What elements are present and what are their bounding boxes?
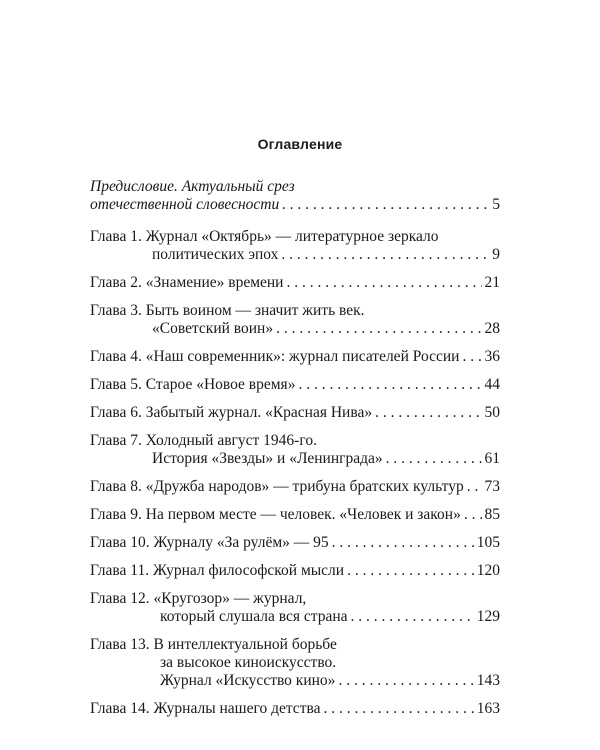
entry-text: Журнал «Октябрь» — литературное зеркало [145,228,439,245]
table-of-contents [90,178,500,728]
toc-entry-chapter-8 [90,478,500,496]
entry-text: который слушала вся страна [160,608,348,625]
chapter-number: Глава 8. [90,478,142,495]
dot-leader [286,274,481,292]
toc-entry-preface [90,178,500,214]
entry-text: «Кругозор» — журнал, [153,590,307,607]
page-number: 129 [476,608,500,625]
chapter-number: Глава 13. [90,636,150,653]
chapter-number: Глава 11. [90,562,150,579]
toc-entry-chapter-3 [90,302,500,338]
entry-text: «Дружба народов» — трибуна братских культур [145,478,464,495]
entry-leader-line [90,196,500,214]
page-number: 61 [484,450,500,467]
dot-leader [386,450,482,468]
entry-text: На первом месте — человек. «Человек и закон» [145,506,461,523]
page-number: 143 [476,672,500,689]
entry-text: политических эпох [152,246,279,263]
entry-text-line: Предисловие. Актуальный срез [90,178,295,195]
entry-text: Журналу «За рулём» — 95 [153,534,329,551]
chapter-number: Глава 14. [90,700,150,717]
dot-leader [338,672,473,690]
page-number: 28 [484,320,500,337]
page-number: 50 [484,404,500,421]
dot-leader [375,404,481,422]
toc-entry-chapter-11 [90,562,500,580]
dot-leader [298,376,481,394]
entry-text: В интеллектуальной борьбе [153,636,337,653]
entry-text: История «Звезды» и «Ленинграда» [152,450,383,467]
entry-text: Быть воином — значит жить век. [145,302,365,319]
dot-leader [462,348,481,366]
entry-text: за высокое киноискусство. [160,654,337,671]
page-number: 73 [484,478,500,495]
dot-leader [323,700,473,718]
entry-text: «Знамение» времени [145,274,284,291]
dot-leader [347,562,474,580]
dot-leader [464,506,482,524]
toc-entry-chapter-13 [90,636,500,690]
chapter-number: Глава 6. [90,404,142,421]
page-number: 21 [484,274,500,291]
toc-entry-chapter-12 [90,590,500,626]
page-number: 163 [476,700,500,717]
page-number: 105 [476,534,500,551]
dot-leader [467,478,482,496]
chapter-number: Глава 5. [90,376,142,393]
chapter-number: Глава 4. [90,348,142,365]
toc-entry-chapter-2 [90,274,500,292]
chapter-number: Глава 1. [90,228,142,245]
entry-text: «Наш современник»: журнал писателей России [145,348,460,365]
chapter-number: Глава 12. [90,590,150,607]
page-number: 120 [476,562,500,579]
page-number: 85 [484,506,500,523]
entry-text: Журнал «Искусство кино» [160,672,336,689]
dot-leader [276,320,481,338]
dot-leader [282,196,489,214]
page-number: 9 [492,246,500,263]
page-number: 36 [484,348,500,365]
dot-leader [351,608,474,626]
toc-entry-chapter-1 [90,228,500,264]
entry-text: Журналы нашего детства [153,700,321,717]
entry-text: Старое «Новое время» [145,376,296,393]
chapter-number: Глава 9. [90,506,142,523]
toc-entry-chapter-5 [90,376,500,394]
page-title: Оглавление [257,136,343,152]
dot-leader [281,246,489,264]
entry-text: Забытый журнал. «Красная Нива» [145,404,373,421]
dot-leader [332,534,474,552]
toc-entry-chapter-14 [90,700,500,718]
entry-text: отечественной словесности [90,196,280,213]
toc-entry-chapter-9 [90,506,500,524]
toc-entry-chapter-6 [90,404,500,422]
chapter-number: Глава 3. [90,302,142,319]
page-number: 5 [492,196,500,213]
chapter-number: Глава 7. [90,432,142,449]
page-number: 44 [484,376,500,393]
toc-entry-chapter-10 [90,534,500,552]
chapter-number: Глава 2. [90,274,142,291]
entry-text: Холодный август 1946-го. [145,432,317,449]
entry-text: Журнал философской мысли [152,562,345,579]
toc-entry-chapter-4 [90,348,500,366]
toc-entry-chapter-7 [90,432,500,468]
chapter-number: Глава 10. [90,534,150,551]
entry-text: «Советский воин» [152,320,274,337]
